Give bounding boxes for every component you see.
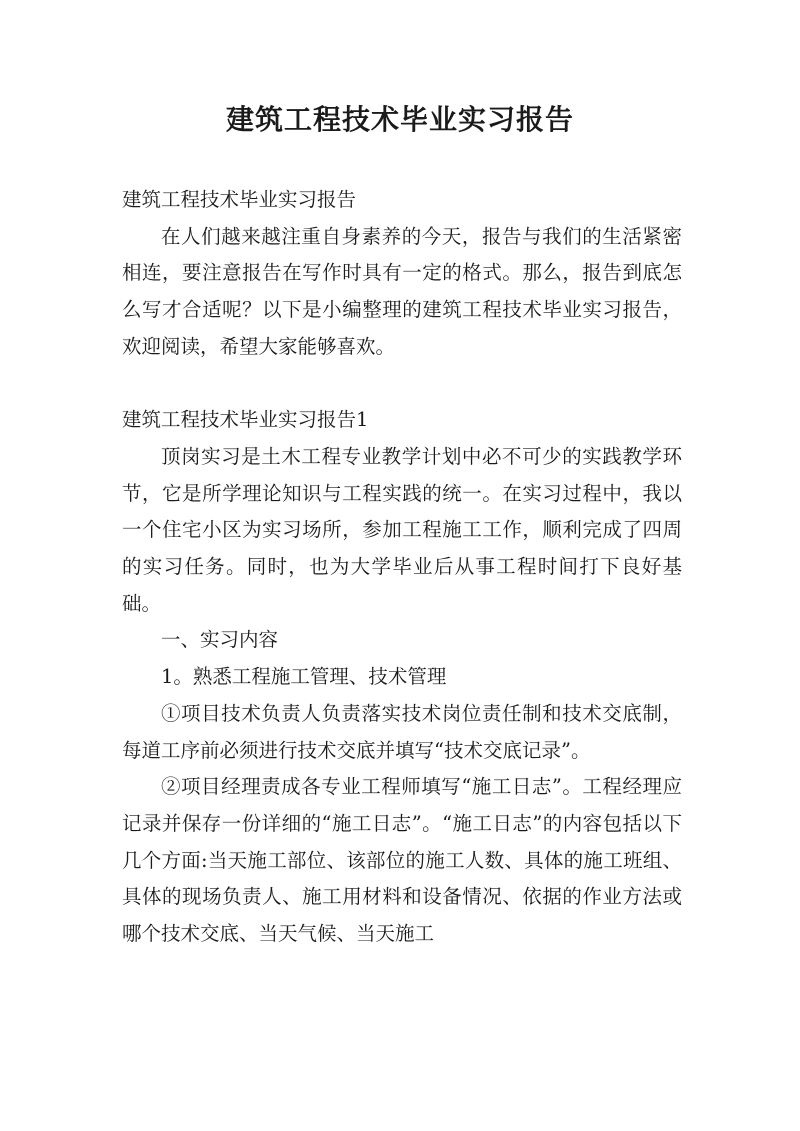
section-1-heading: 建筑工程技术毕业实习报告1 <box>122 408 369 432</box>
intro-paragraph: 在人们越来越注重自身素养的今天，报告与我们的生活紧密相连，要注意报告在写作时具有一定的格式。那么，报告到底怎么写才合适呢？以下是小编整理的建筑工程技术毕业实习报告，欢迎阅读，希望大家能够喜欢。 <box>122 224 682 358</box>
subheading-internship-content: 一、实习内容 <box>161 628 279 652</box>
section-1-paragraph: 顶岗实习是土木工程专业教学计划中必不可少的实践教学环节，它是所学理论知识与工程实践的统一。在实习过程中，我以一个住宅小区为实习场所，参加工程施工工作，顺利完成了四周的实习任务。同时，也为大学毕业后从事工程时间打下良好基础。 <box>122 444 682 615</box>
intro-heading: 建筑工程技术毕业实习报告 <box>122 188 357 211</box>
list-item-technical-disclosure: ①项目技术负责人负责落实技术岗位责任制和技术交底制，每道工序前必须进行技术交底并填写“技术交底记录”。 <box>122 701 682 762</box>
list-item-construction-log: ②项目经理责成各专业工程师填写“施工日志”。工程经理应记录并保存一份详细的“施工日志”。“施工日志”的内容包括以下几个方面:当天施工部位、该部位的施工人数、具体的施工班组、具体的现场负责人、施工用材料和设备情况、依据的作业方法或哪个技术交底、当天气候、当天施工 <box>122 775 682 946</box>
document-body <box>122 182 682 953</box>
document-title: 建筑工程技术毕业实习报告 <box>225 103 574 136</box>
subheading-construction-management: 1。熟悉工程施工管理、技术管理 <box>161 665 447 689</box>
